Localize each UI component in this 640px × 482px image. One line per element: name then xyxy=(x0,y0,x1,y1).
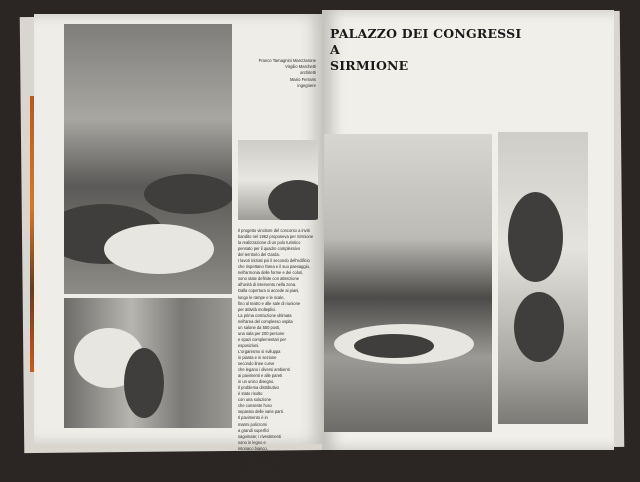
curved-form xyxy=(268,180,318,220)
body-text-line: che consente l'uso xyxy=(238,403,272,409)
article-title xyxy=(330,26,530,74)
photo-hall-floor xyxy=(324,134,492,432)
body-text-line: a grandi superfici xyxy=(238,427,270,433)
body-text-line: ai pavimenti e alle pareti xyxy=(238,373,283,379)
body-text-line: è stato risolto xyxy=(238,391,263,397)
body-text-line: superano in dimensione xyxy=(238,469,282,475)
credit-line: ingegnere xyxy=(297,82,316,88)
body-text-line: La prima costruzione ultimata xyxy=(238,312,292,318)
body-text-line: sono state definite con attenzione xyxy=(238,276,299,282)
credit-line: Mario Ferraris xyxy=(289,76,316,82)
curved-form xyxy=(514,292,564,362)
body-text-line: Qui le figurazioni xyxy=(238,463,269,469)
body-text-line: Il pavimento è in xyxy=(238,415,268,421)
body-text-line: sono in legno e xyxy=(238,439,266,445)
body-text-line: in pianta e in sezione xyxy=(238,354,277,360)
body-text-line: che legano i diversi ambienti xyxy=(238,367,290,373)
body-text-line: le misure di 8 x 8 dei lati. xyxy=(238,475,284,481)
floor-pattern-shape xyxy=(144,174,232,214)
body-text-line: che rispettano l'area e il suo paesaggio, xyxy=(238,264,311,270)
body-text-line: un salone da 550 posti, xyxy=(238,324,281,330)
body-text-line: pensato per il quadro complessivo xyxy=(238,246,301,252)
curved-form xyxy=(508,192,563,282)
credit-line: architetti xyxy=(300,70,316,76)
body-text-line: intonaco bianco. xyxy=(238,445,268,451)
article-body xyxy=(238,228,320,482)
body-text-line: e spazi complementari per xyxy=(238,336,287,342)
body-text-line: fino al teatro e alle sale di riunione xyxy=(238,300,301,306)
body-text-line: nell'armonia delle forme e dei colori, xyxy=(238,270,304,276)
body-text-line: per attività molteplici. xyxy=(238,306,277,312)
body-text-line: Il progetto vincitore del concorso a inviti xyxy=(238,228,310,233)
credit-line: Franco Tamagnini Manzzarone xyxy=(258,58,316,63)
body-text-line: esposizioni. xyxy=(238,342,260,348)
body-text-line: con una soluzione xyxy=(238,397,272,403)
body-text-line: la realizzazione di un polo turistico xyxy=(238,240,301,246)
photo-staircase xyxy=(498,132,588,424)
photo-curved-structure xyxy=(64,298,232,428)
body-text-line: all'unità di intervento nella zona. xyxy=(238,282,297,288)
title-line: A xyxy=(330,42,340,57)
body-text-line: nell'area del complesso ospita xyxy=(238,318,293,324)
credit-line: Virgilio Marchetti xyxy=(285,64,316,70)
body-text-line: I lavori iniziati poi il secondo dell'edificio xyxy=(238,258,310,264)
body-text-line: Dalla copertura si accede ai piani, xyxy=(238,288,300,294)
floor-pattern-shape xyxy=(104,224,214,274)
body-text-line: Nel foyer le scale xyxy=(238,451,270,457)
photo-foyer-interior xyxy=(64,24,232,294)
title-line: PALAZZO DEI CONGRESSI xyxy=(330,26,522,41)
body-text-line: sagomate; i rivestimenti xyxy=(238,433,282,439)
body-text-line: L'organismo si sviluppa xyxy=(238,348,281,354)
body-text-line: Il problema distributivo xyxy=(238,385,279,391)
curved-form xyxy=(124,348,164,418)
body-text-line: in un unico disegno. xyxy=(238,379,275,385)
floor-pattern-shape xyxy=(354,334,434,358)
body-text-line: del territorio del Garda. xyxy=(238,252,280,258)
body-text-line: bandito nel 1962 proponeva per Sirmione xyxy=(238,234,314,240)
body-text-line: separato delle varie parti. xyxy=(238,409,284,415)
title-line: SIRMIONE xyxy=(330,58,409,73)
photo-detail xyxy=(238,140,318,220)
body-text-line: marmi policromi xyxy=(238,421,267,427)
body-text-line: secondo linee curve xyxy=(238,361,275,367)
body-text-line: una sala per 200 persone xyxy=(238,330,285,336)
body-text-line: sono sospese alle pareti. xyxy=(238,457,284,463)
body-text-line: lungo le rampe e le scale, xyxy=(238,294,285,300)
article-credits xyxy=(240,58,316,89)
